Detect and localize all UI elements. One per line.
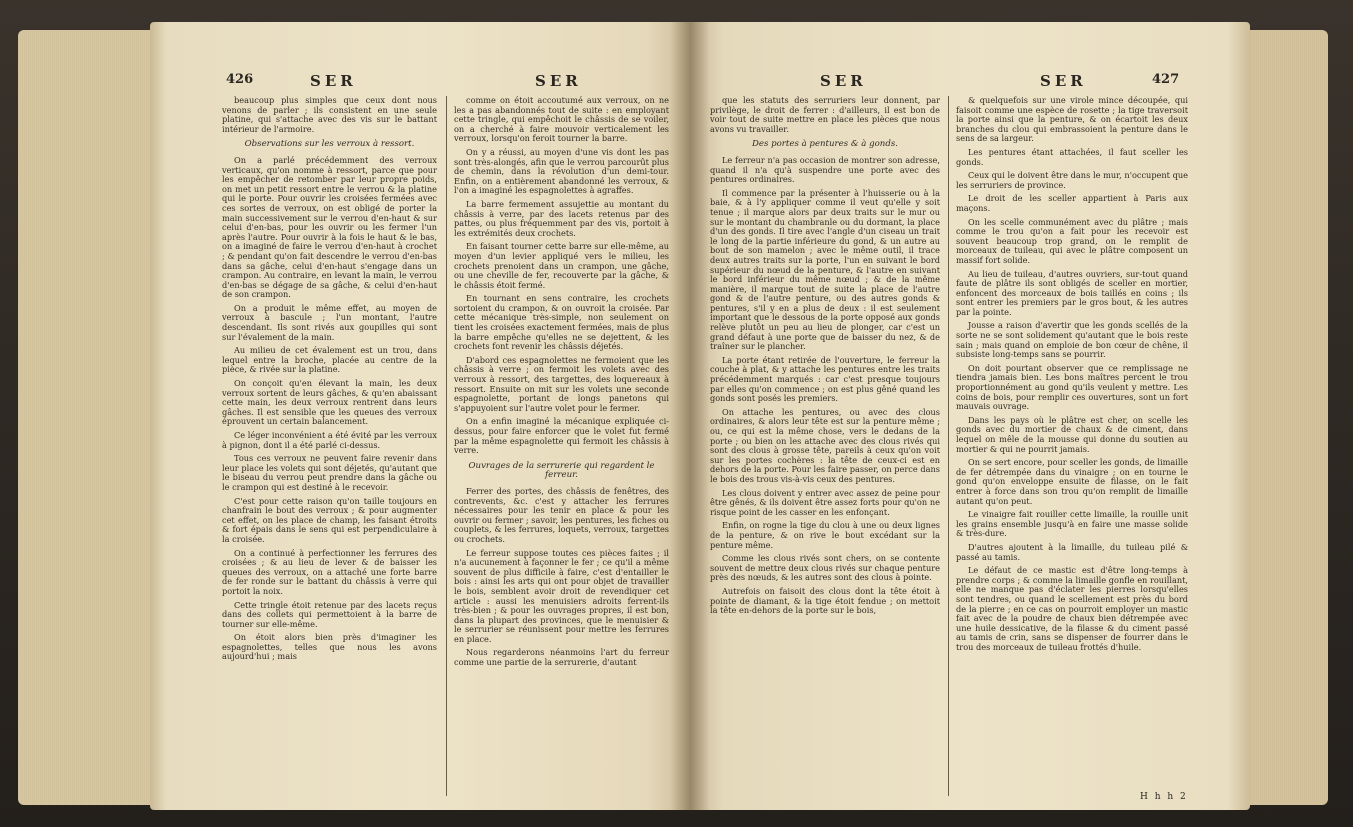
paragraph: On étoit alors bien près d'imaginer les espagnolettes, telles que nous les avons aujourd'hui ; mais [222,632,437,662]
paragraph: Nous regarderons néanmoins l'art du ferreur comme une partie de la serrurerie, d'autant [454,647,669,668]
paragraph: Ferrer des portes, des châssis de fenêtres, des contrevents, &c. c'est y attacher les ferrures nécessaires pour les tenir en place & pour les ouvrir ou fermer ; savoir, les pentures, les fiches ou couplets, & les ferrures, loquets, verroux, targettes ou crochets. [454,485,669,544]
paragraph: Comme les clous rivés sont chers, on se contente souvent de mettre deux clous rivés sur chaque penture près des nœuds, & les autres sont des clous à pointe. [710,553,940,583]
paragraph: Ce léger inconvénient a été évité par les verroux à pignon, dont il a été parlé ci-dessus. [222,430,437,450]
paragraph: Ceux qui le doivent être dans le mur, n'occupent que les serruriers de province. [956,170,1188,190]
paragraph: D'abord ces espagnolettes ne fermoient que les châssis à verre ; on fermoit les volets avec des verroux à ressort, des targettes, des loquereaux à ressort. Ensuite on mit sur les volets une seconde espagnolette, portant de longs panetons qui s'appuyoient sur l'autre volet pour le fermer. [454,354,669,413]
left-page [150,22,690,810]
paragraph: On conçoit qu'en élevant la main, les deux verroux sortent de leurs gâches, & qu'en abaissant cette main, les deux verroux rentrent dans leurs gâches. Il est sensible que les queues des verroux éprouvent un certain balancement. [222,378,437,427]
paragraph: On a continué à perfectionner les ferrures des croisées ; & au lieu de lever & de baisser les queues des verroux, on a attaché une forte barre de fer ronde sur le battant du châssis à verre qui portoit la noix. [222,547,437,596]
paragraph: On doit pourtant observer que ce remplissage ne tiendra jamais bien. Les bons maîtres percent le trou proportionnément au gond qu'ils veulent y mettre. Les coins de bois, pour remplir ces ouvertures, sont un fort mauvais ouvrage. [956,362,1188,412]
paragraph: En tournant en sens contraire, les crochets sortoient du crampon, & on ouvroit la croisée. Par cette mécanique très-simple, non seulement on tient les croisées exactement fermées, mais de plus la barre empêche qu'elles ne se dejettent, & les crochets font revenir les châssis déjetés. [454,293,669,352]
paragraph: Les clous doivent y entrer avec assez de peine pour être gênés, & ils doivent être assez forts pour qu'on ne risque point de les casser en les enfonçant. [710,487,940,517]
page-number-right: 427 [1152,72,1180,87]
paragraph: D'autres ajoutent à la limaille, du tuileau pilé & passé au tamis. [956,541,1188,562]
left-column-2 [454,96,669,672]
paragraph: Le ferreur n'a pas occasion de montrer son adresse, quand il n'a qu'à suspendre une porte avec des pentures ordinaires. [710,154,940,185]
paragraph: Tous ces verroux ne peuvent faire revenir dans leur place les volets qui sont déjetés, qu'autant que le biseau du verrou peut prendre dans la gâche ou le crampon qui est destiné à le recevoir. [222,453,437,492]
paragraph: Les pentures étant attachées, il faut sceller les gonds. [956,146,1188,167]
paragraph: Le vinaigre fait rouiller cette limaille, la rouille unit les grains ensemble jusqu'à en faire une masse solide & très-dure. [956,509,1188,539]
paragraph: Autrefois on faisoit des clous dont la tête étoit à pointe de diamant, & la tige étoit fendue ; on mettoit la tête en-dehors de la porte sur le bois, [710,585,940,616]
paragraph: On a parlé précédemment des verroux verticaux, qu'on nomme à ressort, parce que pour les empêcher de retomber par leur propre poids, on met un petit ressort entre le verrou & la platine qui le porte. Pour ouvrir les croisées fermées avec ces sortes de verroux, on est obligé de porter la main successivement sur le verrou d'en-haut & sur celui d'en-bas, pour les ouvrir ou les fermer l'un après l'autre. Pour ouvrir à la fois le haut & le bas, on a imaginé de faire le verrou d'en-haut à crochet ; & pendant qu'on fait descendre le verrou d'en-bas dans sa gâche, celui d'en-haut s'engage dans un crampon. Au contraire, en levant la main, le verrou d'en-bas se dégage de sa gâche, & celui d'en-haut de son crampon. [222,154,437,300]
paragraph: Au lieu de tuileau, d'autres ouvriers, sur-tout quand faute de plâtre ils sont obligés de sceller en mortier, enfoncent des morceaux de bois taillés en coins ; ils sont entrer les premiers par le gros bout, & les autres par la pointe. [956,268,1188,317]
right-page [690,22,1250,810]
right-column-1 [710,96,940,620]
running-head-right-2: SER [1040,72,1087,90]
paragraph: Cette tringle étoit retenue par des lacets reçus dans des collets qui permettoient à la barre de tourner sur elle-même. [222,599,437,629]
paragraph: que les statuts des serruriers leur donnent, par privilège, le droit de ferrer : d'ailleurs, il est bon de voir tout de suite mettre en place les pièces que nous avons vu travailler. [710,95,940,134]
paragraph: La barre fermement assujettie au montant du châssis à verre, par des lacets retenus par des pattes, ou plus fréquemment par des vis, portoit à les extrémités deux crochets. [454,198,669,238]
section-heading: Des portes à pentures & à gonds. [752,139,898,150]
running-head-left-1: SER [310,72,357,90]
paragraph: En faisant tourner cette barre sur elle-même, au moyen d'un levier appliqué vers le milieu, les crochets prenoient dans un crampon, une gâche, ou une cheville de fer, recouverte par la gâche, & le châssis étoit fermé. [454,241,669,290]
column-rule-left [446,96,447,796]
page-number-left: 426 [226,72,254,87]
paragraph: On a enfin imaginé la mécanique expliquée ci-dessus, pour faire enforcer que le volet fut fermé par la même espagnolette qui fermoit les châssis à verre. [454,416,669,456]
paragraph: On a produit le même effet, au moyen de verroux à bascule ; l'un montant, l'autre descendant. Ils sont rivés aux goupilles qui sont sur l'évalement de la main. [222,302,437,342]
paragraph: On y a réussi, au moyen d'une vis dont les pas sont très-alongés, afin que le verrou parcourût plus de chemin, dans la révolution d'un demi-tour. Enfin, on a entièrement abandonné les verroux, & l'on a imaginé les espagnolettes à agraffes. [454,146,669,196]
section-heading: Observations sur les verroux à ressort. [244,139,415,150]
page-edges-left [18,30,153,805]
right-column-2 [956,96,1188,656]
paragraph: Le ferreur suppose toutes ces pièces faites ; il n'a aucunement à façonner le fer ; ce qu'il a même souvent de plus difficile à faire, c'est d'entailler le bois : ainsi les arts qui ont pour objet de travailler le bois, semblent avoir droit de revendiquer cet article : aussi les menuisiers adroits ferrent-ils très-bien ; & pour les ouvrages propres, il est bon, dans la plupart des provinces, que le menuisier & le serrurier se réunissent pour mettre les ferrures en place. [454,547,669,644]
section-heading: Ouvrages de la serrurerie qui regardent le ferreur. [468,460,655,481]
paragraph: Jousse a raison d'avertir que les gonds scellés de la sorte ne se sont solidement qu'autant que le bois reste sain ; mais quand on emploie de bon cœur de chêne, il subsiste long-temps sans se pourrir. [956,320,1188,360]
paragraph: Il commence par la présenter à l'huisserie ou à la baie, & à l'y appliquer comme il veut qu'elle y soit tenue ; il marque alors par deux traits sur le mur ou sur le montant du chambranle ou du dormant, la place d'un des gonds. Il tire avec l'angle d'un ciseau un trait le long de la partie inférieure du gond, & un autre au bout de son mamelon ; avec le même outil, il trace deux autres traits sur la porte, l'un en suivant le bord supérieur du nœud de la penture, & l'autre en suivant le bord inférieur du même nœud ; & de la même manière, il marque tout de suite la place de l'autre gond & de l'autre penture, ou des autres gonds & pentures, s'il y en a plus de deux : il est seulement important que le dessous de la porte opposé aux gonds relève plutôt un peu au lieu de plonger, car c'est un grand défaut à une porte que de baisser du nez, & de traîner sur le plancher. [710,187,940,352]
running-head-left-2: SER [535,72,582,90]
paragraph: Au milieu de cet évalement est un trou, dans lequel entre la broche, placée au centre de la pièce, & rivée sur la platine. [222,345,437,375]
signature-mark: H h h 2 [1140,792,1188,802]
paragraph: La porte étant retirée de l'ouverture, le ferreur la couche à plat, & y attache les pentures entre les traits précédemment marqués : car c'est presque toujours par elles qu'on commence ; on est plus gêné quand les gonds sont posés les premiers. [710,354,940,404]
paragraph: On les scelle communément avec du plâtre ; mais comme le trou qu'on a fait pour les recevoir est souvent beaucoup trop grand, on le remplit de morceaux de tuileau, qui avec le plâtre composent un massif fort solide. [956,216,1188,265]
left-column-1 [222,96,437,666]
paragraph: Dans les pays où le plâtre est cher, on scelle les gonds avec du mortier de chaux & de ciment, dans lequel on mêle de la mousse qui donne du soutien au mortier & qui ne pourrit jamais. [956,414,1188,454]
paragraph: beaucoup plus simples que ceux dont nous venons de parler ; ils consistent en une seule platine, qui s'attache avec des vis sur le battant intérieur de l'armoire. [222,95,437,134]
paragraph: Le droit de les sceller appartient à Paris aux maçons. [956,193,1188,213]
book-gutter [670,22,710,810]
paragraph: & quelquefois sur une virole mince découpée, qui faisoit comme une espèce de rosette ; la tige traversoit la porte ainsi que la penture, & on écartoit les deux branches du clou qui embrassoient la penture dans le sens de sa largeur. [956,95,1188,144]
paragraph: Enfin, on rogne la tige du clou à une ou deux lignes de la penture, & on rive le bout excédant sur la penture même. [710,520,940,550]
paragraph: comme on étoit accoutumé aux verroux, on ne les a pas abandonnés tout de suite : en employant cette tringle, qui empêchoit le châssis de se voiler, on a cherché à faire mouvoir verticalement les verroux, lorsqu'on feroit tourner la barre. [454,95,669,144]
column-rule-right [948,96,949,796]
page-edges-right [1248,30,1328,805]
running-head-right-1: SER [820,72,867,90]
paragraph: Le défaut de ce mastic est d'être long-temps à prendre corps ; & comme la limaille gonfle en rouillant, elle ne manque pas d'éclater les pierres lorsqu'elles sont tendres, ou quand le scellement est près du bord de la pierre ; en ce cas on pourroit employer un mastic fait avec de la poudre de chaux bien détrempée avec une huile dessicative, de la filasse & du ciment passé au tamis de crin, sans se dispenser de fourrer dans le trou des morceaux de tuileau frottés d'huile. [956,565,1188,652]
paragraph: On attache les pentures, ou avec des clous ordinaires, & alors leur tête est sur la penture même ; ou, ce qui est la même chose, vers le dedans de la porte ; ou bien on les attache avec des clous rivés qui sont des clous à grosse tête, pareils à ceux qu'on voit sur les portes cochères : la tête de ceux-ci est en dehors de la porte. Pour les faire passer, on perce dans le bois des trous vis-à-vis ceux des pentures. [710,406,940,484]
paragraph: C'est pour cette raison qu'on taille toujours en chanfrain le bout des verroux ; & pour augmenter cet effet, on les place de champ, les faisant étroits & fort épais dans le sens qui est perpendiculaire à la croisée. [222,495,437,544]
paragraph: On se sert encore, pour sceller les gonds, de limaille de fer détrempée dans du vinaigre ; on en tourne le gond qu'on enveloppe ensuite de filasse, on le fait entrer à force dans son trou qu'on remplit de limaille autant qu'on peut. [956,457,1188,506]
